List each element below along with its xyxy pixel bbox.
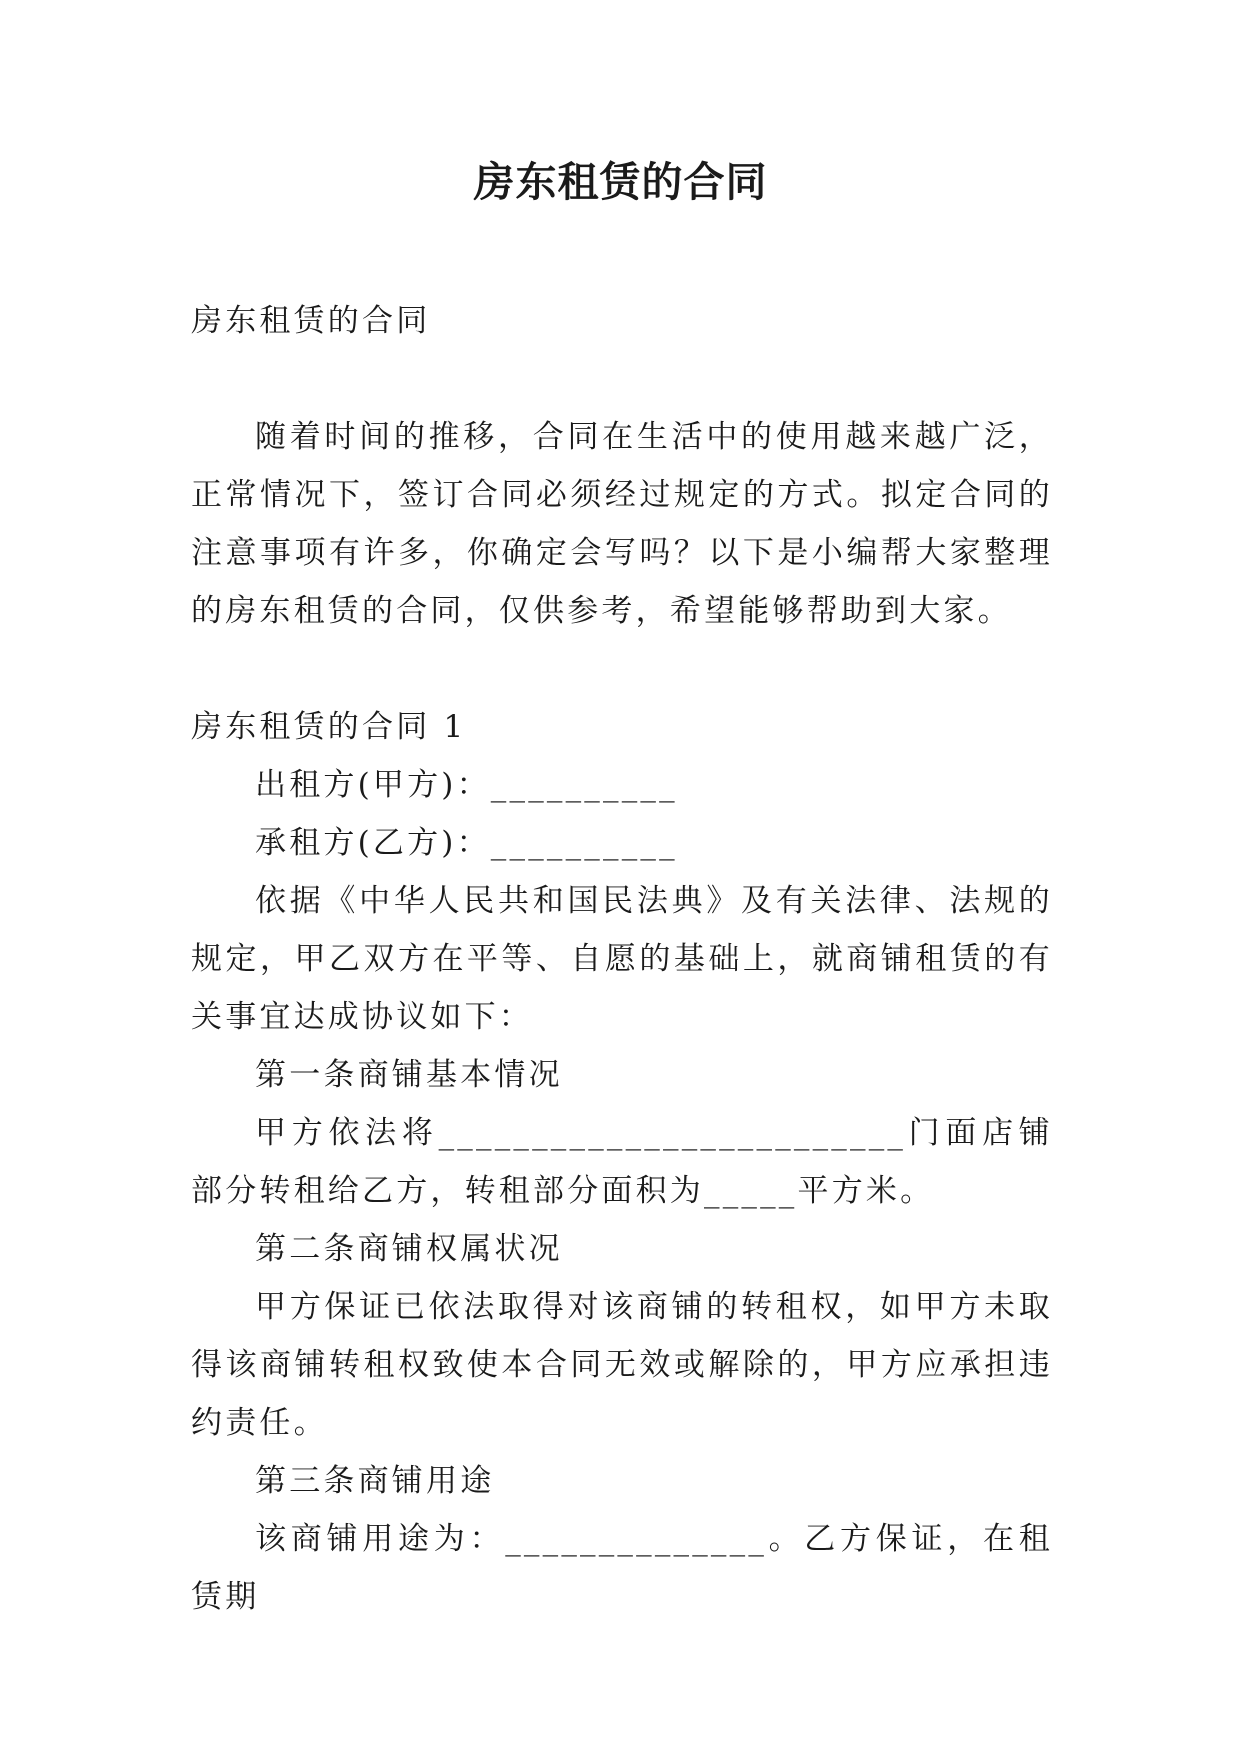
paragraph-gap	[191, 350, 1053, 408]
document-body	[191, 292, 1053, 1626]
document-title: 房东租赁的合同	[473, 158, 768, 206]
document-subtitle: 房东租赁的合同	[191, 303, 431, 339]
lessor-line: 出租方(甲方)：__________	[255, 767, 678, 803]
basis-paragraph: 依据《中华人民共和国民法典》及有关法律、法规的规定，甲乙双方在平等、自愿的基础上，就商铺租赁的有关事宜达成协议如下：	[191, 883, 1053, 1035]
article-1-heading: 第一条商铺基本情况	[255, 1057, 563, 1093]
lessee-line: 承租方(乙方)：__________	[255, 825, 678, 861]
section-heading: 房东租赁的合同 1	[191, 709, 467, 745]
article-3-paragraph: 该商铺用途为：______________。乙方保证，在租赁期	[191, 1521, 1053, 1615]
article-2-paragraph: 甲方保证已依法取得对该商铺的转租权，如甲方未取得该商铺转租权致使本合同无效或解除的，甲方应承担违约责任。	[191, 1289, 1053, 1441]
article-3-heading: 第三条商铺用途	[255, 1463, 495, 1499]
article-1-paragraph: 甲方依法将_________________________门面店铺部分转租给乙方，转租部分面积为_____平方米。	[191, 1115, 1053, 1209]
paragraph-gap	[191, 640, 1053, 698]
intro-paragraph: 随着时间的推移，合同在生活中的使用越来越广泛，正常情况下，签订合同必须经过规定的方式。拟定合同的注意事项有许多，你确定会写吗？以下是小编帮大家整理的房东租赁的合同，仅供参考，希望能够帮助到大家。	[191, 419, 1053, 629]
article-2-heading: 第二条商铺权属状况	[255, 1231, 563, 1267]
